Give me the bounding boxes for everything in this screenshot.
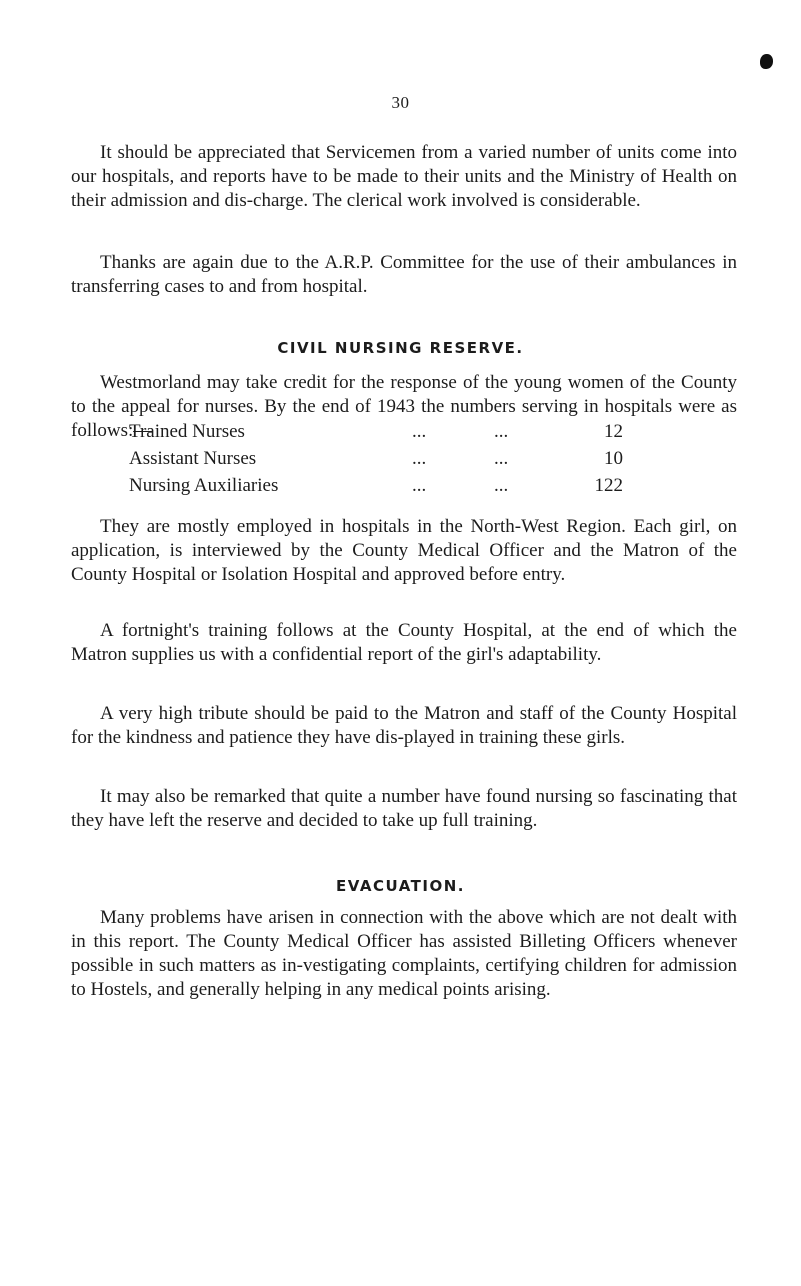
paragraph-matron-tribute: A very high tribute should be paid to the Matron and staff of the County Hospital for the kindness and patience they have dis-played in training these girls. [71,703,737,748]
paragraph-full-training: It may also be remarked that quite a number have found nursing so fascinating that they have left the reserve and decided to take up full training. [71,786,737,831]
paragraph-arp-committee: Thanks are again due to the A.R.P. Committee for the use of their ambulances in transferring cases to and from hospital. [71,252,737,297]
paragraph-westmorland: Westmorland may take credit for the response of the young women of the County to the appeal for nurses. By the end of 1943 the numbers serving in hospitals were as follows:— [71,372,737,441]
row-label: Assistant Nurses [129,448,257,469]
heading-civil-nursing-reserve: CIVIL NURSING RESERVE. [277,339,524,357]
page-number: 30 [391,93,410,112]
row-label: Nursing Auxiliaries [129,475,279,496]
heading-evacuation: EVACUATION. [336,877,465,895]
leader-dots: ... [494,448,509,469]
paragraph-servicemen: It should be appreciated that Servicemen from a varied number of units come into our hospitals, and reports have to be made to their units and the Ministry of Health on their admission and dis-charge. The clerical work involved is considerable. [71,142,737,211]
row-value: 122 [594,475,623,496]
paragraph-evacuation-problems: Many problems have arisen in connection with the above which are not dealt with in this report. The County Medical Officer has assisted Billeting Officers whenever possible in such matters as in-vestigating complaints, certifying children for admission to Hostels, and generally helping in any medical points arising. [71,907,737,1000]
table-row [129,447,629,474]
row-label: Trained Nurses [129,421,245,442]
table-row [129,474,629,501]
paragraph-north-west-region: They are mostly employed in hospitals in the North-West Region. Each girl, on application, is interviewed by the County Medical Officer and the Matron of the County Hospital or Isolation Hospital and approved before entry. [71,516,737,585]
row-value: 10 [604,448,623,469]
table-row [129,420,629,447]
paragraph-fortnight-training: A fortnight's training follows at the County Hospital, at the end of which the Matron supplies us with a confidential report of the girl's adaptability. [71,620,737,665]
leader-dots: ... [494,421,509,442]
leader-dots: ... [412,421,427,442]
row-value: 12 [604,421,623,442]
leader-dots: ... [412,448,427,469]
leader-dots: ... [412,475,427,496]
nurse-numbers-table [129,420,629,501]
ink-blot-mark [760,54,773,69]
leader-dots: ... [494,475,509,496]
